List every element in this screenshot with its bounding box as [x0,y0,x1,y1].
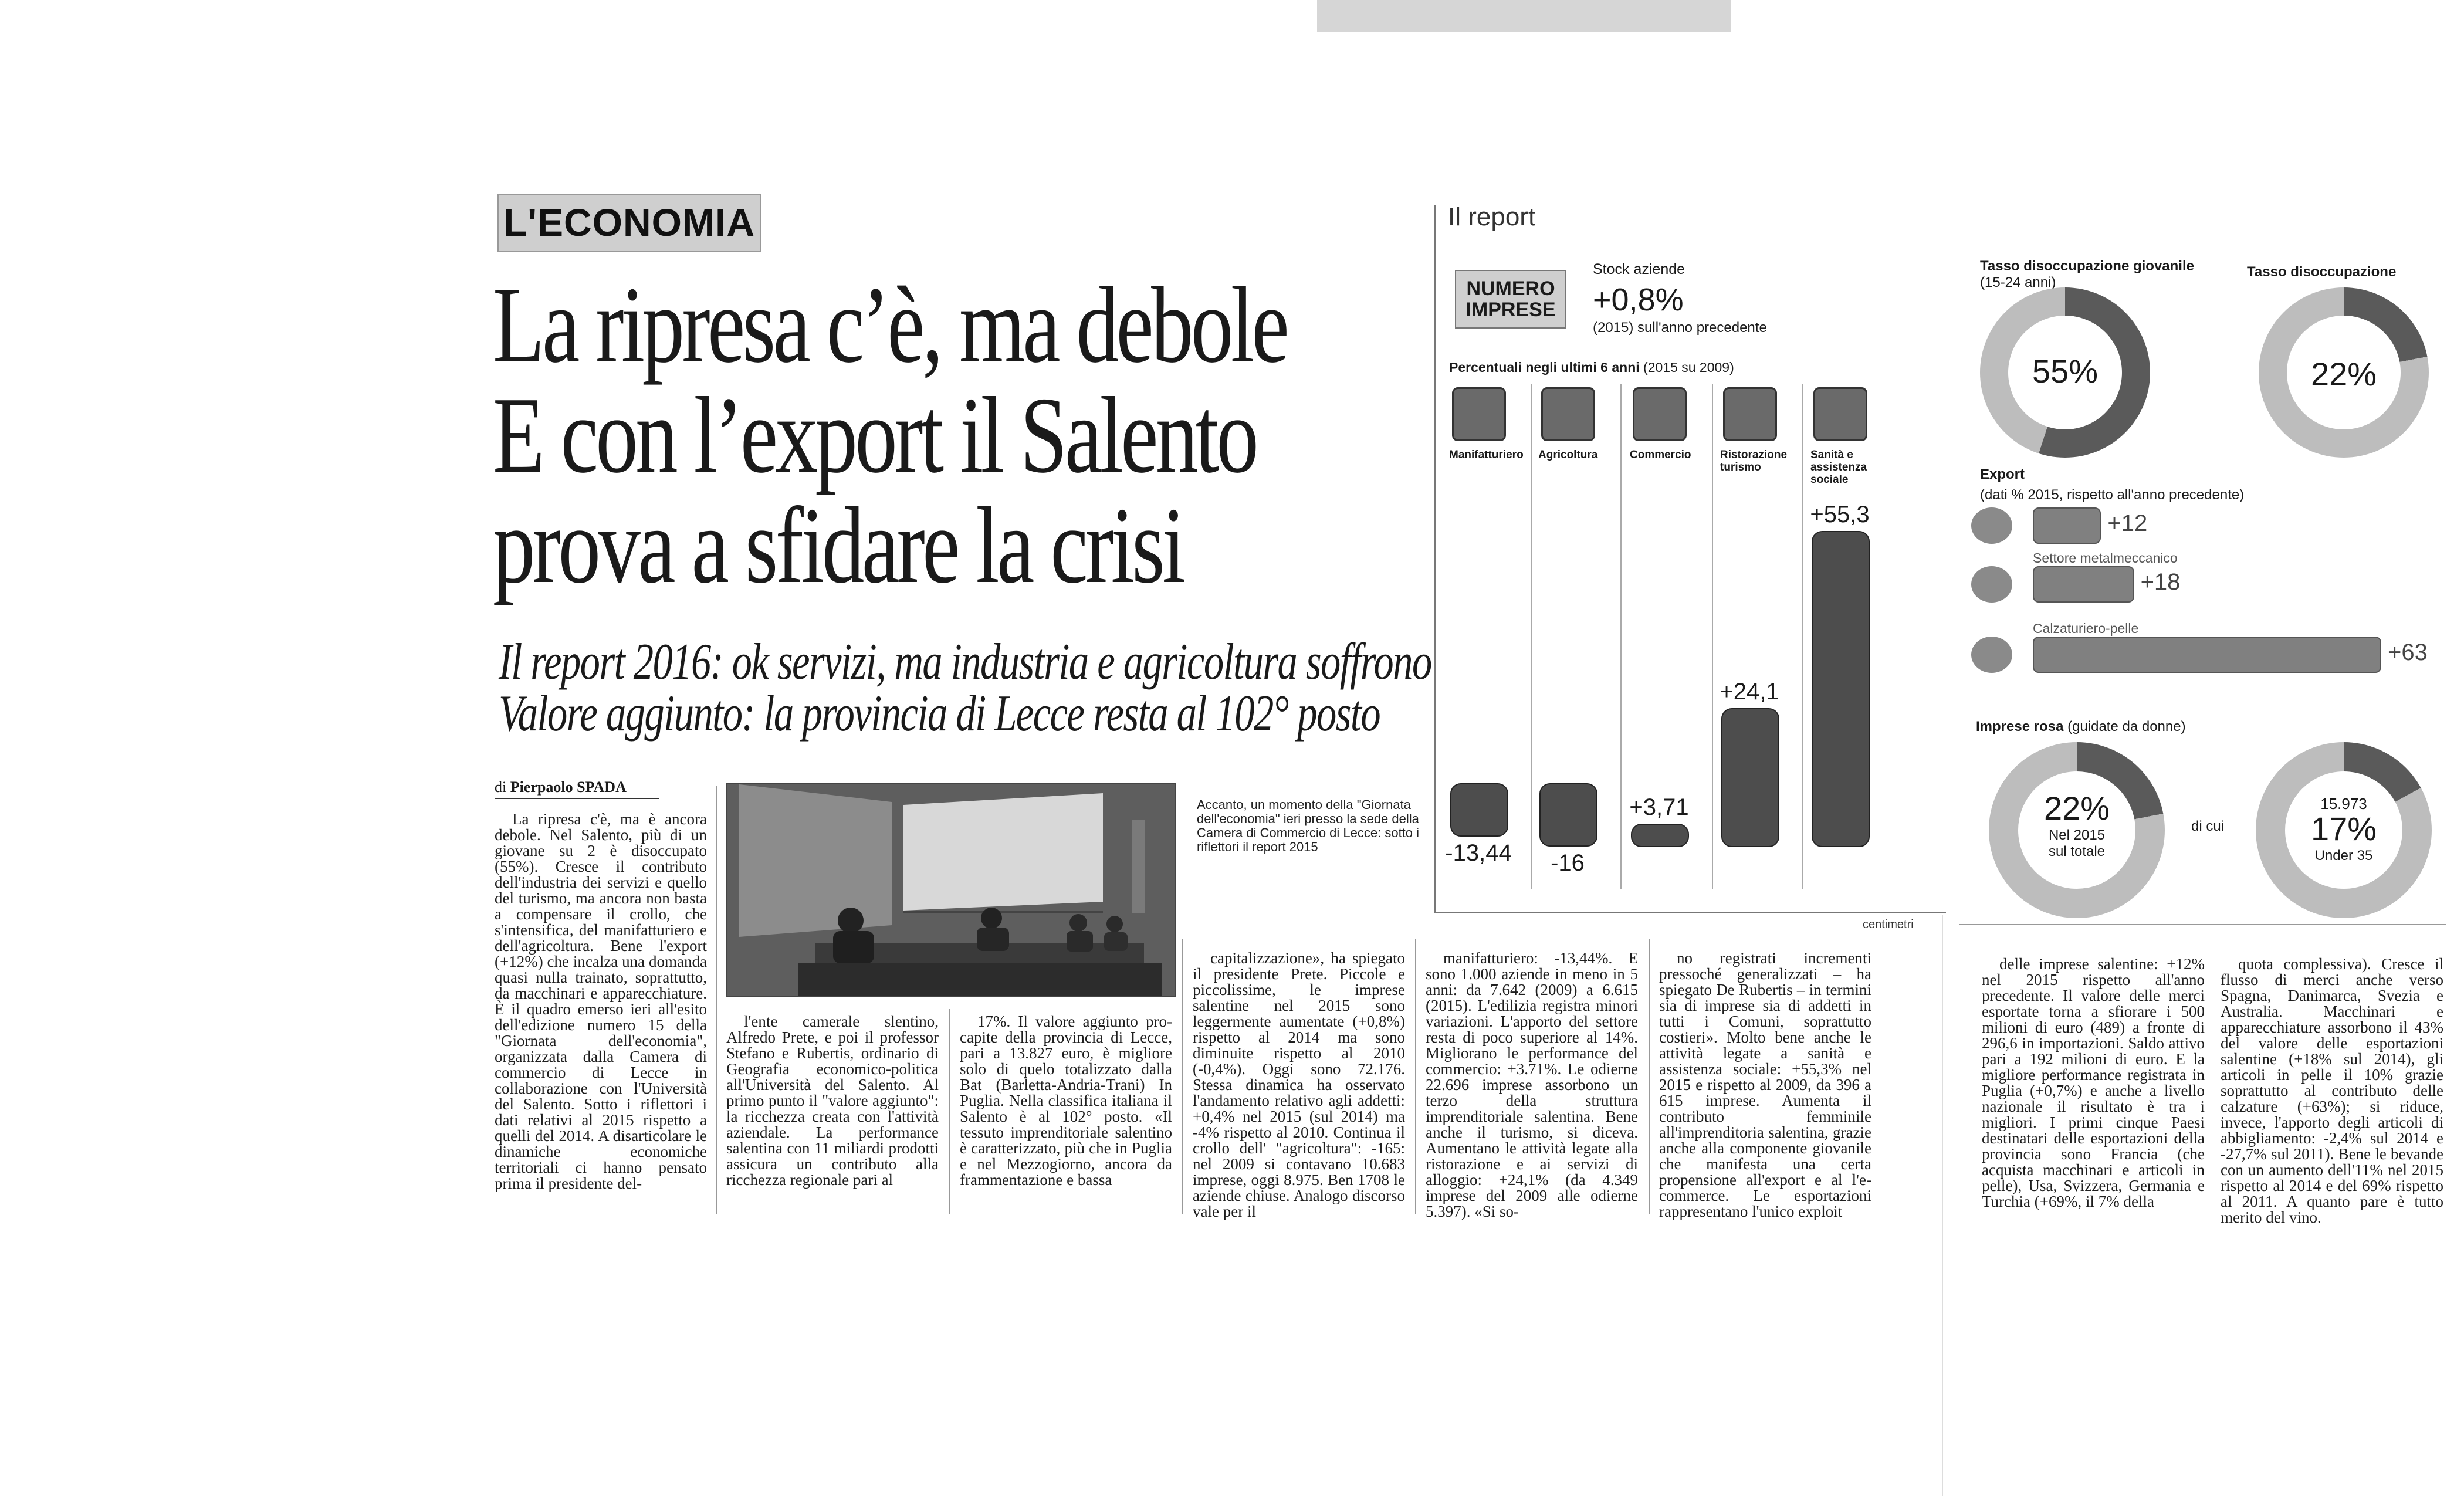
column-rule [1182,939,1183,1214]
youth-unemployment-subtitle: (15-24 anni) [1980,275,2056,290]
headline-line-2: E con l’export il Salento [493,375,1257,496]
scan-top-bar [1317,0,1731,32]
article-text-6: no registrati incrementi pressoché generalizzati – ha spiegato De Rubertis – in termini sia di imprese sia di addetti in tutti i Comuni, soprattutto costieri». Molto bene anche le attività legate a sanità e assistenza sociale: +55,3% nel 2015 e rispetto al 2009, da 396 a 615 imprese. Aumenta il contributo femminile all'imprenditoria salentina, grazie anche alla componente giovanile che manifesta una certa propensione all'export e al l'e-commerce. Le esportazioni rappresentano l'unico exploit [1659,949,1871,1220]
column-rule [1415,939,1416,1214]
unemployment-donut [2259,287,2429,458]
factory-icon [1452,387,1506,441]
unemployment-title: Tasso disoccupazione [2247,264,2397,280]
article-text-2: l'ente camerale slentino, Alfredo Prete, e poi il professor Stefano e Rubertis, ordinario di Geografia economico-politica all'Università del Salento. Al primo punto il "valore aggiunto": la ricchezza creata con l'attività aziendale. La performance salentina con 11 miliardi prodotti assicura un contributo alla ricchezza regionale pari al [726,1013,939,1189]
export-row-label: Calzaturiero-pelle [2033,621,2139,636]
sector-label [1449,449,1531,461]
under-35-label: Under 35 [2314,848,2373,864]
under-35-value: 17% [2310,810,2377,847]
sector-label [1538,449,1620,461]
report-title: Il report [1448,202,1536,231]
globe-icon [1971,507,2012,544]
article-column-6 [1659,950,1871,1220]
sector-separator [1620,384,1622,889]
imprese-rosa-line-1: Nel 2015 [2048,827,2106,843]
subheadline [499,634,1431,742]
sector-value-label: +55,3 [1810,502,1870,527]
sector-separator [1531,384,1532,889]
sector-separator [1712,384,1713,889]
article-column-2 [726,1014,939,1188]
article-text-3: 17%. Il valore aggiunto pro-capite della provincia di Lecce, pari a 13.827 euro, è migliore solo di quelo totalizzato dalla Bat (Barletta-Andria-Trani) In Puglia. Nella classifica italiana il Salento è al 102° posto. «Il tessuto imprenditoriale salentino è caratterizzato, più che in Puglia e nel Mezzogiorno, ancora da frammentazione e bassa [960,1013,1172,1189]
sector-label-line: Commercio [1630,449,1691,461]
export-subtitle: (dati % 2015, rispetto all'anno precedente) [1980,487,2245,503]
imprese-rosa-line-2: sul totale [2048,844,2106,859]
shoe-icon [1971,637,2012,673]
subheadline-line-1: Il report 2016: ok servizi, ma industria e agricoltura soffrono [499,634,1431,691]
export-row-label: Settore metalmeccanico [2033,550,2178,566]
stats-bottom-rule [1959,924,2446,925]
article-text-4: capitalizzazione», ha spiegato il presidente Prete. Piccole e piccolissime, le imprese salentine nel 2015 sono leggermente aumentate (+0,8%) rispetto al 2014 ma sono diminuite rispetto al 2010 (-0,4%). Oggi sono 72.176. Stessa dinamica ha osservato l'andamento relativo agli addetti: +0,4% nel 2015 (sul 2014) ma -4% rispetto al 2010. Continua il crollo dell' "agricoltura": -165: nel 2009 si contavano 10.683 imprese, oggi 8.975. Ben 1708 le aziende chiuse. Analogo discorso vale per il [1193,949,1405,1220]
headline-line-3: prova a sfidare la crisi [493,485,1183,606]
column-rule [949,1009,950,1214]
youth-unemployment-donut [1980,287,2150,458]
imprese-rosa-title [1976,719,2186,735]
sector-bar [1539,783,1597,847]
sector-label [1630,449,1712,461]
headline [493,265,1408,606]
export-bar [2033,566,2134,603]
article-column-4 [1193,950,1405,1220]
under-35-count: 15.973 [2320,795,2367,813]
article-column-8 [2221,956,2443,1226]
under-35-donut [2256,742,2432,918]
sector-value-label: +24,1 [1720,678,1779,705]
numero-imprese-badge [1455,270,1566,329]
article-column-1 [495,811,707,1192]
numero-label-1: NUMERO [1466,277,1555,300]
export-bar [2033,507,2101,544]
sector-label [1720,449,1802,473]
stock-value: +0,8% [1593,282,1684,317]
export-bar [2033,637,2381,673]
imprese-rosa-title-rest: (guidate da donne) [2067,719,2186,735]
event-photo-graphic [727,784,1175,996]
cross-icon [1813,387,1867,441]
sector-label [1810,449,1893,486]
imprese-rosa-title-bold: Imprese rosa [1976,719,2064,735]
unemployment-value: 22% [2310,356,2377,392]
photo-caption: Accanto, un momento della "Giornata dell'economia" ieri presso la sede della Camera di Commercio di Lecce: sotto i riflettori il report 2015 [1197,797,1420,854]
export-value-label: +63 [2388,639,2428,665]
infographic-credit: centimetri [1863,918,1914,931]
column-rule [1649,939,1650,1214]
sector-bar [1812,531,1870,847]
sector-bar [1721,708,1779,847]
article-text-7: delle imprese salentine: +12% nel 2015 rispetto all'anno precedente. Il valore delle merci esportate torna a sfiorare i 500 milioni di euro (489) a fronte di 296,6 in importazioni. Saldo attivo pari a 192 milioni di euro. E la migliore performance registrata in Puglia (+0,7%) e anche a livello nazionale il risultato è tra i migliori. I primi cinque Paesi destinatari delle esportazioni della provincia sono Francia (che acquista macchinari e articoli in pelle), Usa, Svizzera, Germania e Turchia (+69%, il 7% della [1982,955,2205,1210]
sector-value-label: -13,44 [1445,840,1512,867]
youth-unemployment-value: 55% [2032,353,2099,390]
article-column-5 [1426,950,1638,1220]
imprese-rosa-donut [1989,742,2165,918]
sector-label-line: Agricoltura [1538,449,1598,461]
sector-label-line: Ristorazione [1720,449,1788,461]
subheadline-line-2: Valore aggiunto: la provincia di Lecce resta al 102° posto [499,685,1380,742]
sector-label-line: Manifatturiero [1449,449,1524,461]
event-photo [726,783,1176,997]
sector-label-line: turismo [1720,461,1761,473]
export-value-label: +18 [2140,569,2181,595]
di-cui-label: di cui [2191,818,2225,834]
sector-separator [1802,384,1803,889]
byline [495,779,659,799]
wheat-icon [1541,387,1595,441]
byline-author: Pierpaolo SPADA [510,779,627,796]
sector-value-label: +3,71 [1629,794,1689,821]
youth-unemployment-title: Tasso disoccupazione giovanile [1980,258,2194,274]
sector-bar [1450,783,1508,837]
page-gutter [1942,915,1943,1496]
section-rubric: L'ECONOMIA [497,194,761,252]
cart-icon [1633,387,1687,441]
article-text-1: La ripresa c'è, ma è ancora debole. Nel Salento, più di un giovane su 2 è disoccupato (55%). Cresce il contributo dell'industria dei servizi e quello del turismo, ma ancora non basta a compensare il crollo, che s'intensifica, del manifatturiero e dell'agricoltura. Bene l'export (+12%) che incalza una domanda quasi nulla trainato, soprattutto, da macchinari e apparecchiature. È il quadro emerso ieri all'esito dell'edizione numero 15 della "Giornata dell'economia", organizzata dalla Camera di commercio di Lecce in collaborazione con l'Università del Salento. Sotto i riflettori i dati relativi al 2015 rispetto a quelli del 2014. A disarticolare le dinamiche economiche territoriali ci hanno pensato prima il presidente del- [495,810,707,1192]
percent-title-rest: (2015 su 2009) [1643,360,1734,375]
export-value-label: +12 [2107,510,2148,536]
article-column-3 [960,1014,1172,1188]
percent-title [1449,360,1734,375]
article-text-8: quota complessiva). Cresce il flusso di merci anche verso Spagna, Danimarca, Svezia e Australia. Macchinari e apparecchiature assorbono il 43% del valore delle esportazioni salentine (+18% sul 2014), gli articoli in pelle il 10% grazie soprattutto al contributo delle calzature (+63%); si riduce, invece, l'apporto degli articoli di abbigliamento: -2,4% sul 2014 e -27,7% sul 2011). Bene le bevande con un aumento dell'11% nel 2015 rispetto al 2014 e del 69% rispetto al 2011. A quanto pare è tutto merito del vino. [2221,955,2443,1226]
article-text-5: manifatturiero: -13,44%. E sono 1.000 aziende in meno in 5 anni: da 7.642 (2009) a 6.615 (2015). L'edilizia registra minori variazioni. L'apporto del settore resta di poco superiore al 14%. Migliorano le performance del commercio: +3.71%. Le odierne 22.696 imprese assorbono un terzo della struttura imprenditoriale salentina. Bene anche il turismo, si diceva. Aumentano le attività legate alla ristorazione e ai servizi di alloggio: +24,1% (da 4.349 imprese del 2009 alle odierne 5.397). «Si so- [1426,949,1638,1220]
gears-icon [1971,566,2012,603]
export-title: Export [1980,466,2025,482]
column-rule [716,786,717,1214]
sector-value-label: -16 [1551,850,1585,876]
sector-bar [1631,824,1689,847]
stock-note: (2015) sull'anno precedente [1593,320,1767,336]
byline-prefix: di [495,779,507,796]
stock-label: Stock aziende [1593,261,1685,277]
sector-label-line: assistenza [1810,461,1867,473]
sector-label-line: sociale [1810,473,1849,486]
sector-label-line: Sanità e [1810,449,1853,461]
article-column-7 [1982,956,2205,1210]
percent-title-bold: Percentuali negli ultimi 6 anni [1449,360,1640,375]
imprese-rosa-value: 22% [2043,790,2110,827]
numero-label-2: IMPRESE [1465,299,1556,321]
headline-line-1: La ripresa c’è, ma debole [493,265,1287,385]
chef-hat-icon [1723,387,1777,441]
